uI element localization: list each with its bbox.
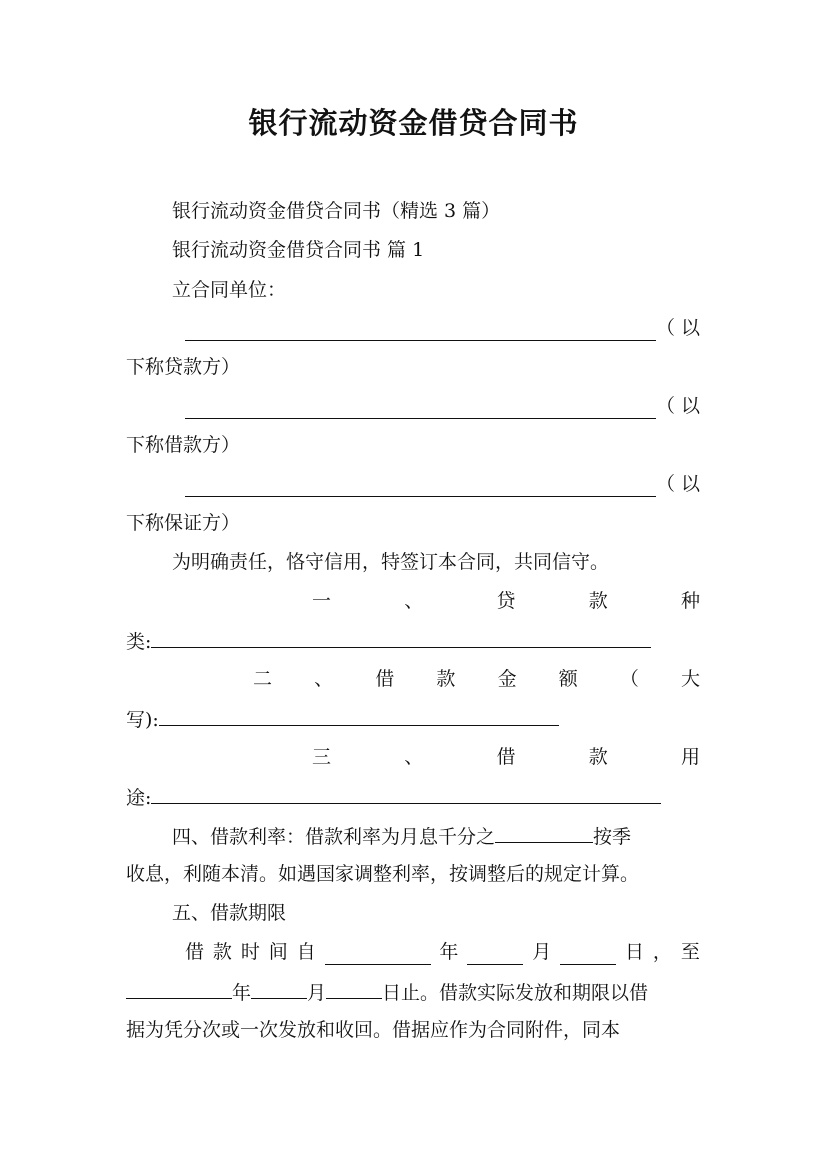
- chapter-heading: 银行流动资金借贷合同书 篇 1: [172, 239, 425, 261]
- s5-day-end: 日止。借款实际发放和期限以借: [382, 982, 649, 1004]
- s2-part: 额: [558, 668, 578, 690]
- borrower-suffix: （ 以: [655, 395, 700, 417]
- s1-tail: 类:: [126, 631, 152, 653]
- guarantor-suffix: （ 以: [655, 473, 700, 495]
- section2-field: [126, 705, 559, 733]
- s3-part: 款: [588, 746, 608, 768]
- intro-line: 为明确责任，恪守信用，特签订本合同，共同信守。: [172, 551, 610, 573]
- s3-part: 借: [496, 746, 516, 768]
- document-title: 银行流动资金借贷合同书: [248, 106, 579, 140]
- s1-part: 、: [404, 590, 424, 612]
- s3-part: 用: [680, 746, 700, 768]
- s2-tail: 写):: [126, 709, 159, 731]
- s4-text-a: 四、借款利率：借款利率为月息千分之: [172, 826, 496, 848]
- section1-heading: [312, 588, 700, 614]
- s5-part: 自: [296, 941, 316, 963]
- section5-start-row: [185, 939, 700, 965]
- s2-part: 二: [253, 668, 273, 690]
- s5-part: 间: [268, 941, 288, 963]
- section5-line3: 据为凭分次或一次发放和收回。借据应作为合同附件，同本: [126, 1019, 621, 1041]
- guarantor-signature-row: [185, 471, 700, 497]
- guarantor-blank[interactable]: [185, 476, 656, 497]
- section4-line2: 收息，利随本清。如遇国家调整利率，按调整后的规定计算。: [126, 863, 640, 885]
- s4-text-b: 按季: [593, 826, 632, 848]
- s5-part: ，: [652, 941, 672, 963]
- s2-part: （: [619, 668, 639, 690]
- section2-heading: [253, 666, 700, 692]
- section1-field: [126, 627, 651, 655]
- s3-tail: 途:: [126, 787, 152, 809]
- s5-part: 月: [532, 941, 552, 963]
- s5-part: 款: [212, 941, 232, 963]
- s1-part: 贷: [496, 590, 516, 612]
- s2-part: 、: [314, 668, 334, 690]
- amount-blank[interactable]: [159, 705, 559, 726]
- lender-blank[interactable]: [185, 320, 656, 341]
- guarantor-label: 下称保证方）: [126, 512, 241, 534]
- s1-part: 一: [312, 590, 332, 612]
- section5-heading: 五、借款期限: [172, 902, 287, 924]
- borrower-blank[interactable]: [185, 398, 656, 419]
- lender-label: 下称贷款方）: [126, 356, 241, 378]
- s5-part: 借: [185, 941, 205, 963]
- end-month-blank[interactable]: [251, 978, 307, 999]
- s3-part: 三: [312, 746, 332, 768]
- lender-suffix: （ 以: [655, 317, 700, 339]
- s3-part: 、: [404, 746, 424, 768]
- start-year-blank[interactable]: [325, 944, 431, 965]
- interest-rate-blank[interactable]: [495, 822, 593, 843]
- borrower-label: 下称借款方）: [126, 434, 241, 456]
- s1-part: 种: [680, 590, 700, 612]
- section5-end-row: [126, 978, 648, 1006]
- s1-part: 款: [588, 590, 608, 612]
- end-year-blank[interactable]: [126, 978, 232, 999]
- s2-part: 款: [436, 668, 456, 690]
- borrower-signature-row: [185, 393, 700, 419]
- s2-part: 金: [497, 668, 517, 690]
- s5-month: 月: [307, 982, 327, 1004]
- end-day-blank[interactable]: [326, 978, 382, 999]
- loan-type-blank[interactable]: [151, 627, 651, 648]
- purpose-blank[interactable]: [151, 783, 661, 804]
- start-day-blank[interactable]: [560, 944, 616, 965]
- section3-heading: [312, 744, 700, 770]
- lender-signature-row: [185, 315, 700, 341]
- section3-field: [126, 783, 661, 811]
- s2-part: 借: [375, 668, 395, 690]
- parties-label: 立合同单位：: [172, 279, 287, 301]
- s5-part: 日: [625, 941, 645, 963]
- s5-part: 年: [439, 941, 459, 963]
- s2-part: 大: [680, 668, 700, 690]
- s5-year: 年: [232, 982, 252, 1004]
- section4-line1: [172, 822, 631, 850]
- start-month-blank[interactable]: [467, 944, 523, 965]
- s5-part: 时: [240, 941, 260, 963]
- s5-part: 至: [680, 941, 700, 963]
- subtitle-line: 银行流动资金借贷合同书（精选 3 篇）: [172, 200, 501, 222]
